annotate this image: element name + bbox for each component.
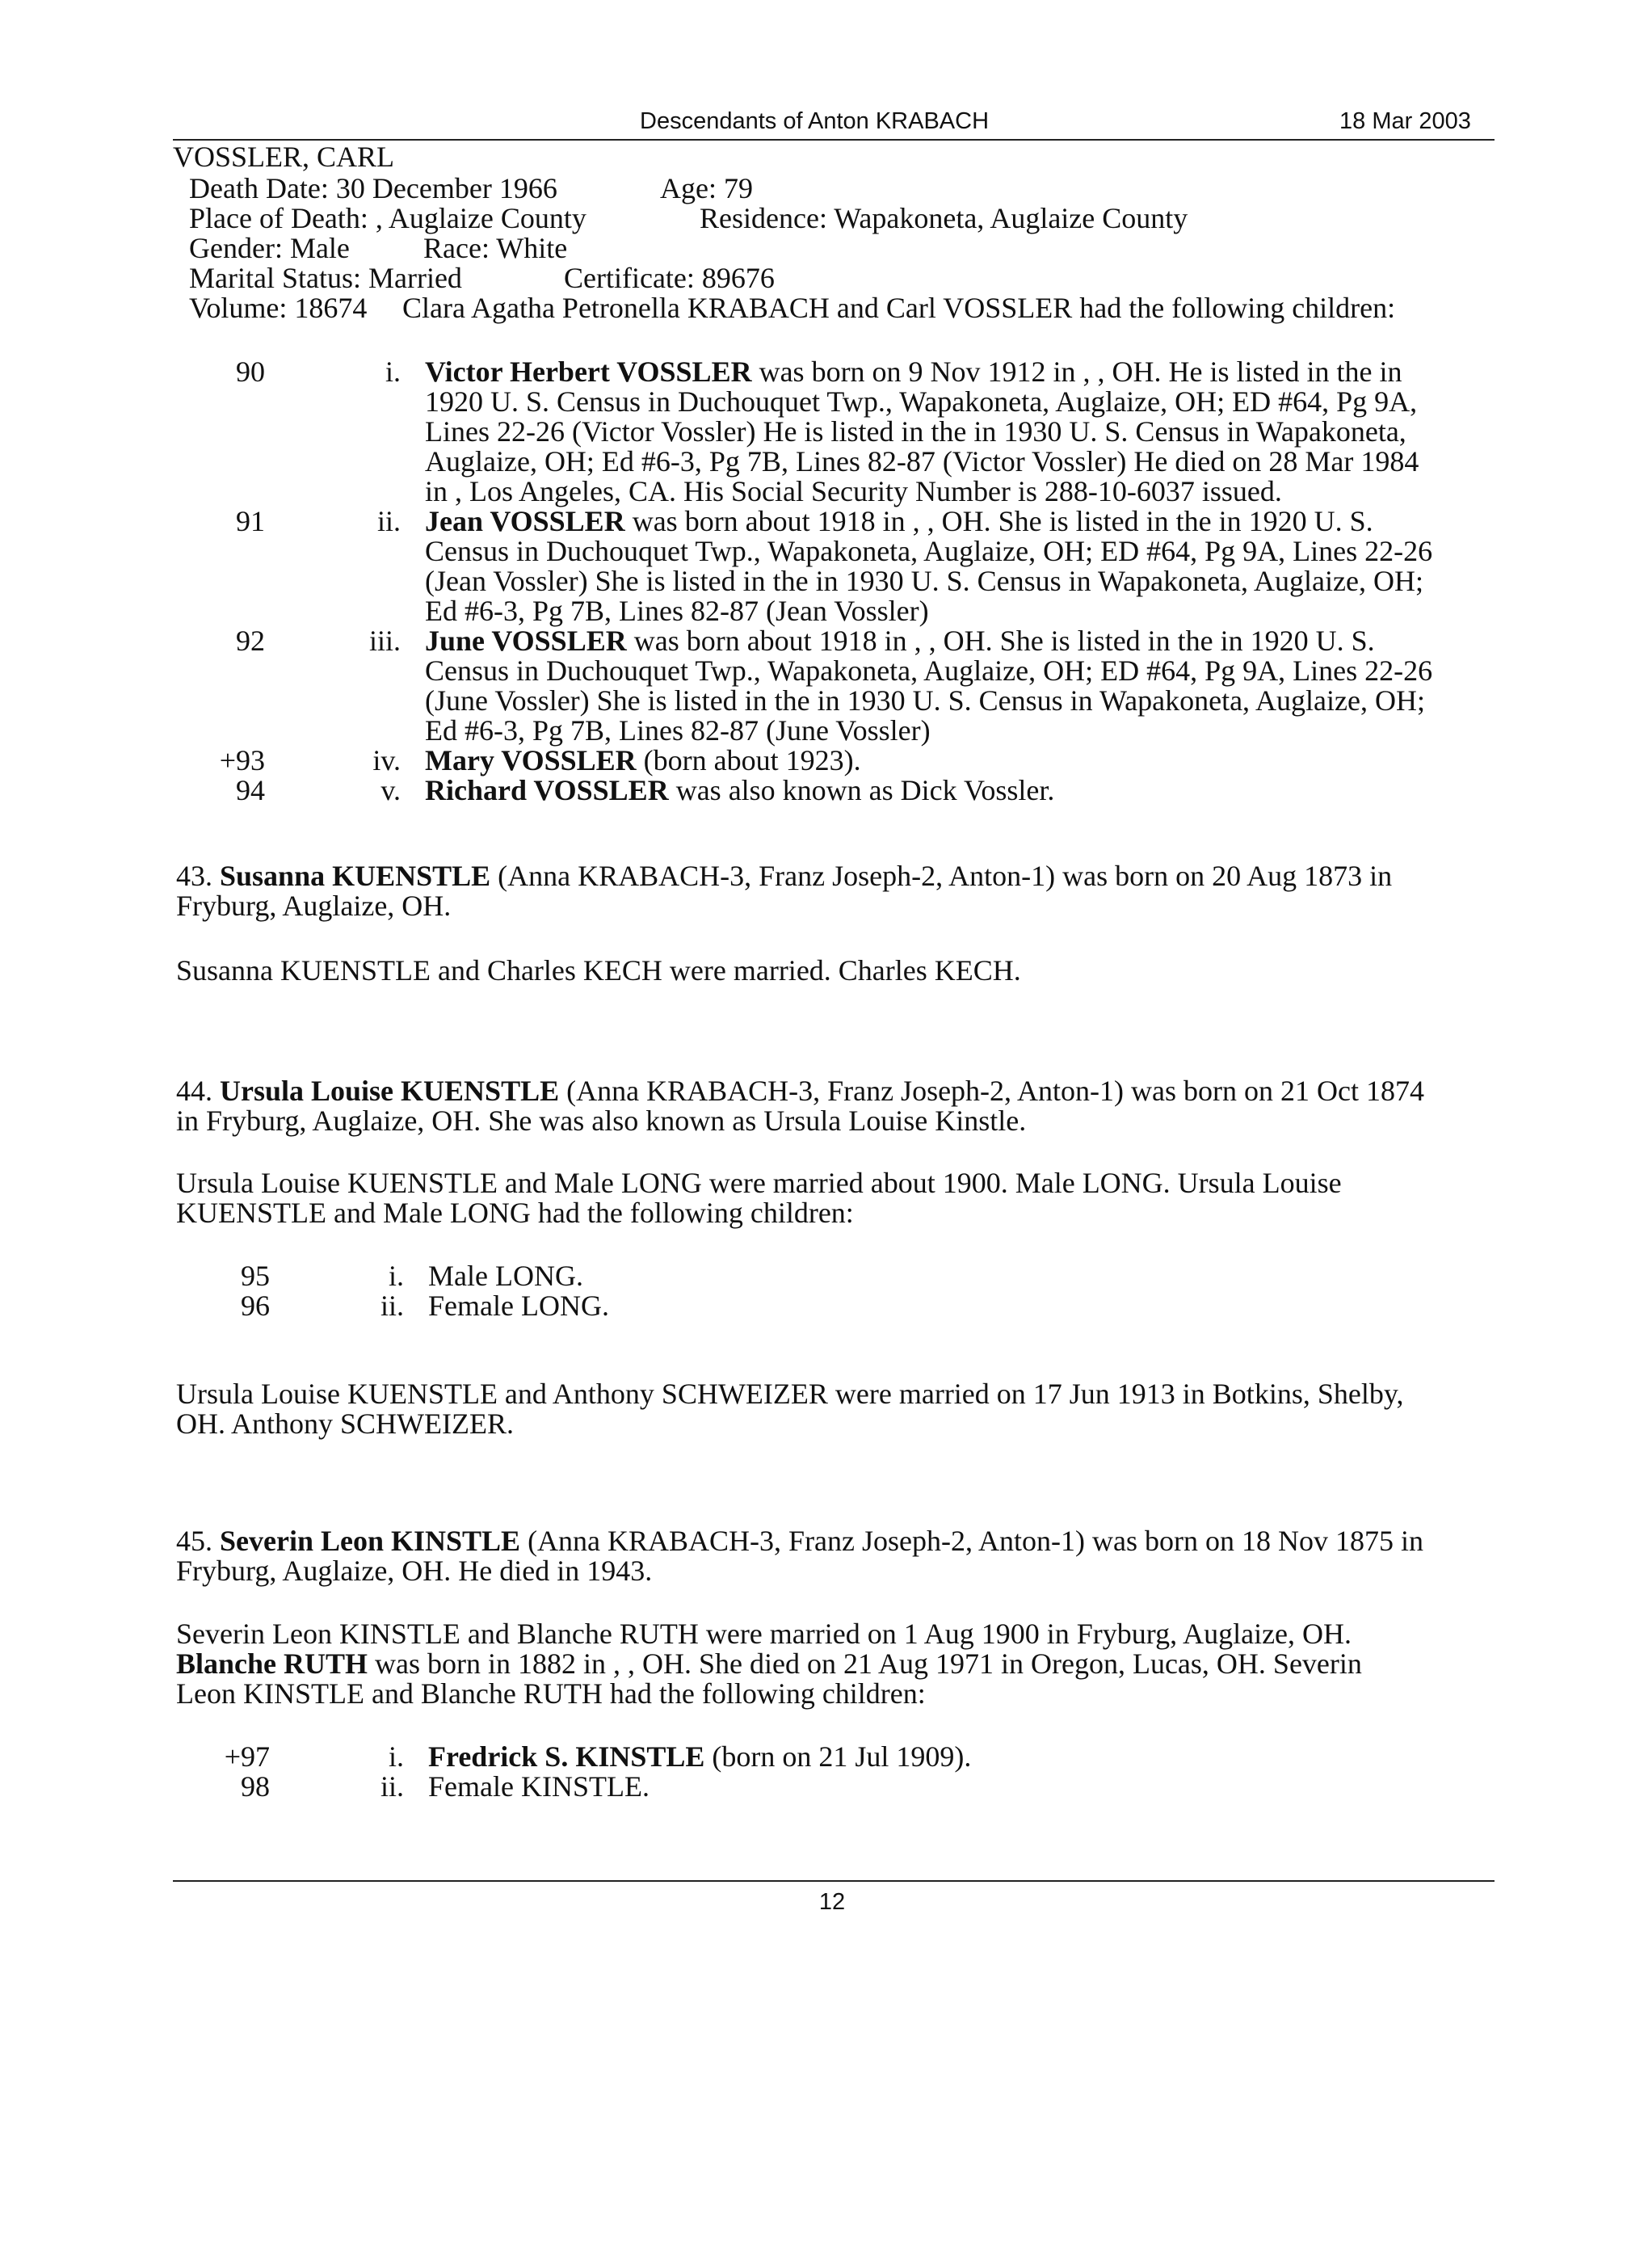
spouse-name: Blanche RUTH <box>176 1647 368 1680</box>
child-name: Fredrick S. KINSTLE <box>428 1740 705 1773</box>
entry-44-marriage1: KUENSTLE and Male LONG had the following children: <box>176 1197 854 1229</box>
child-roman: v. <box>380 774 401 806</box>
list-item: Female LONG. <box>428 1290 609 1322</box>
person-name: Susanna KUENSTLE <box>220 860 491 892</box>
record-residence: Residence: Wapakoneta, Auglaize County <box>700 202 1188 234</box>
person-name: Severin Leon KINSTLE <box>220 1525 521 1557</box>
entry-45-marriage: Blanche RUTH was born in 1882 in , , OH. She died on 21 Aug 1971 in Oregon, Lucas, OH. Severin <box>176 1647 1362 1680</box>
person-name: Ursula Louise KUENSTLE <box>220 1075 560 1107</box>
child-number: 96 <box>241 1290 270 1322</box>
entry-43-line: Fryburg, Auglaize, OH. <box>176 890 452 922</box>
child-text-line: Census in Duchouquet Twp., Wapakoneta, Auglaize, OH; ED #64, Pg 9A, Lines 22-26 <box>425 654 1433 687</box>
child-name: Richard VOSSLER <box>425 774 669 806</box>
child-roman: ii. <box>380 1770 404 1803</box>
child-roman: ii. <box>376 505 401 537</box>
entry-45-heading: 45. Severin Leon KINSTLE (Anna KRABACH-3, Franz Joseph-2, Anton-1) was born on 18 Nov 1875 in <box>176 1525 1423 1557</box>
child-text-line: (Jean Vossler) She is listed in the in 1930 U. S. Census in Wapakoneta, Auglaize, OH; <box>425 565 1423 597</box>
entry-44-line: in Fryburg, Auglaize, OH. She was also known as Ursula Louise Kinstle. <box>176 1105 1027 1137</box>
children-intro: Clara Agatha Petronella KRABACH and Carl VOSSLER had the following children: <box>402 292 1396 324</box>
child-name: Jean VOSSLER <box>425 505 625 537</box>
list-item: Jean VOSSLER was born about 1918 in , , OH. She is listed in the in 1920 U. S. <box>425 505 1373 537</box>
page-number: 12 <box>818 1889 846 1915</box>
list-item: Male LONG. <box>428 1260 583 1292</box>
list-item: Mary VOSSLER (born about 1923). <box>425 744 861 776</box>
child-roman: i. <box>385 356 401 388</box>
record-death-date: Death Date: 30 December 1966 <box>189 172 557 204</box>
list-item: Richard VOSSLER was also known as Dick Vossler. <box>425 774 1055 806</box>
child-text-line: Lines 22-26 (Victor Vossler) He is listed in the in 1930 U. S. Census in Wapakoneta, <box>425 415 1406 448</box>
child-name: Victor Herbert VOSSLER <box>425 356 752 388</box>
list-item: Female KINSTLE. <box>428 1770 650 1803</box>
record-name: VOSSLER, CARL <box>173 141 395 173</box>
header-date: 18 Mar 2003 <box>1339 108 1471 134</box>
child-number: +93 <box>219 744 265 776</box>
entry-44-marriage2: Ursula Louise KUENSTLE and Anthony SCHWEIZER were married on 17 Jun 1913 in Botkins, Shelby, <box>176 1378 1404 1410</box>
child-text-line: Ed #6-3, Pg 7B, Lines 82-87 (June Vossler) <box>425 714 931 747</box>
entry-45-marriage: Severin Leon KINSTLE and Blanche RUTH were married on 1 Aug 1900 in Fryburg, Auglaize, OH. <box>176 1618 1352 1650</box>
child-number: 90 <box>236 356 265 388</box>
child-roman: i. <box>388 1740 404 1773</box>
entry-45-line: Fryburg, Auglaize, OH. He died in 1943. <box>176 1555 653 1587</box>
record-volume: Volume: 18674 <box>189 292 368 324</box>
child-number: +97 <box>224 1740 270 1773</box>
entry-44-marriage2: OH. Anthony SCHWEIZER. <box>176 1408 514 1440</box>
list-item: June VOSSLER was born about 1918 in , , OH. She is listed in the in 1920 U. S. <box>425 625 1375 657</box>
entry-43-heading: 43. Susanna KUENSTLE (Anna KRABACH-3, Franz Joseph-2, Anton-1) was born on 20 Aug 1873 in <box>176 860 1393 892</box>
child-name: June VOSSLER <box>425 625 627 657</box>
child-number: 95 <box>241 1260 270 1292</box>
child-roman: ii. <box>380 1290 404 1322</box>
child-number: 91 <box>236 505 265 537</box>
child-number: 92 <box>236 625 265 657</box>
child-roman: i. <box>388 1260 404 1292</box>
list-item: Fredrick S. KINSTLE (born on 21 Jul 1909). <box>428 1740 972 1773</box>
child-number: 98 <box>241 1770 270 1803</box>
record-place: Place of Death: , Auglaize County <box>189 202 586 234</box>
child-roman: iv. <box>372 744 401 776</box>
list-item: Victor Herbert VOSSLER was born on 9 Nov 1912 in , , OH. He is listed in the in <box>425 356 1402 388</box>
child-roman: iii. <box>368 625 401 657</box>
child-number: 94 <box>236 774 265 806</box>
record-race: Race: White <box>423 232 568 264</box>
child-name: Mary VOSSLER <box>425 744 637 776</box>
entry-44-heading: 44. Ursula Louise KUENSTLE (Anna KRABACH-3, Franz Joseph-2, Anton-1) was born on 21 Oct 1874 <box>176 1075 1424 1107</box>
footer-rule <box>173 1880 1495 1882</box>
child-text-line: Auglaize, OH; Ed #6-3, Pg 7B, Lines 82-87 (Victor Vossler) He died on 28 Mar 1984 <box>425 445 1419 478</box>
record-marital: Marital Status: Married <box>189 262 462 294</box>
child-text-line: (June Vossler) She is listed in the in 1930 U. S. Census in Wapakoneta, Auglaize, OH; <box>425 684 1425 717</box>
header-title: Descendants of Anton KRABACH <box>640 108 990 134</box>
child-text-line: in , Los Angeles, CA. His Social Security Number is 288-10-6037 issued. <box>425 475 1282 507</box>
entry-44-marriage1: Ursula Louise KUENSTLE and Male LONG were married about 1900. Male LONG. Ursula Louise <box>176 1167 1342 1199</box>
record-certificate: Certificate: 89676 <box>564 262 775 294</box>
record-age: Age: 79 <box>660 172 753 204</box>
child-text-line: Census in Duchouquet Twp., Wapakoneta, Auglaize, OH; ED #64, Pg 9A, Lines 22-26 <box>425 535 1433 567</box>
child-text-line: Ed #6-3, Pg 7B, Lines 82-87 (Jean Vossler) <box>425 595 929 627</box>
record-gender: Gender: Male <box>189 232 350 264</box>
entry-45-marriage: Leon KINSTLE and Blanche RUTH had the following children: <box>176 1677 926 1710</box>
entry-43-marriage: Susanna KUENSTLE and Charles KECH were married. Charles KECH. <box>176 954 1021 987</box>
child-text-line: 1920 U. S. Census in Duchouquet Twp., Wapakoneta, Auglaize, OH; ED #64, Pg 9A, <box>425 385 1418 418</box>
